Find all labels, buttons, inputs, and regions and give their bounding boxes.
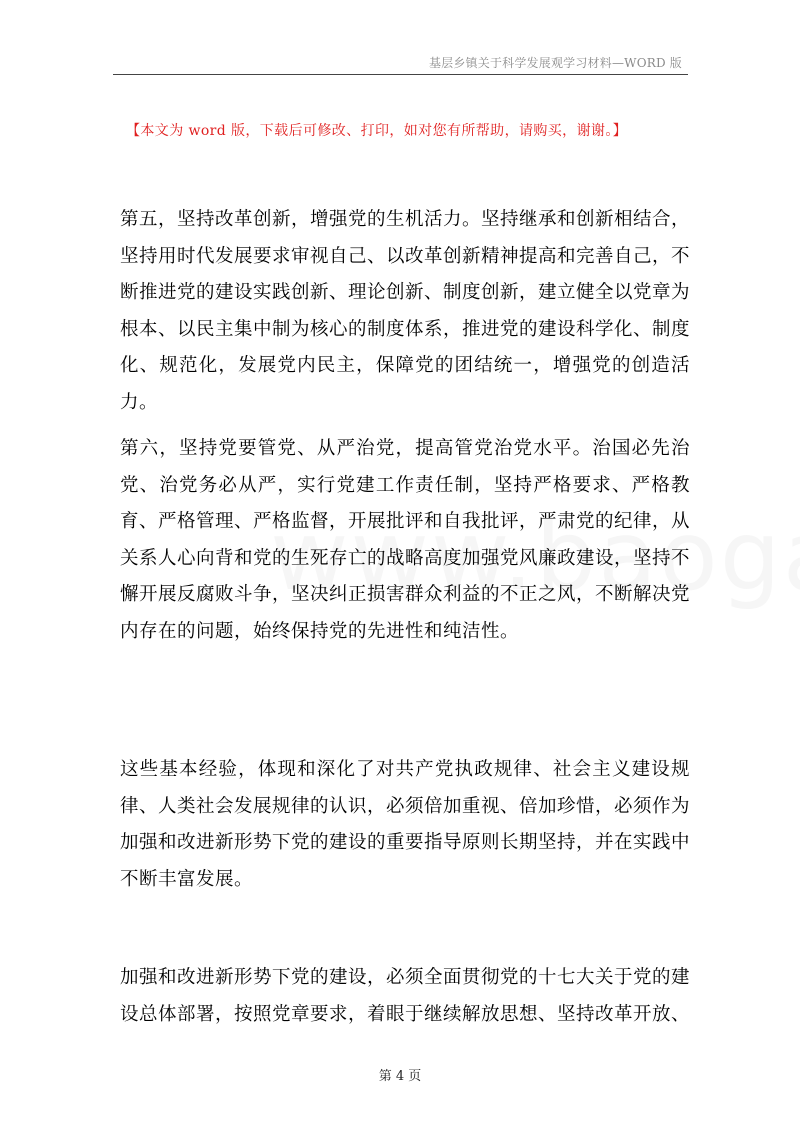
header-divider [113,74,688,75]
document-header-title: 基层乡镇关于科学发展观学习材料—WORD 版 [428,56,682,70]
page-number: 第 4 页 [378,1069,422,1084]
paragraph-sixth: 第六，坚持党要管党、从严治党，提高管党治党水平。治国必先治党、治党务必从严，实行党建工作责任制，坚持严格要求、严格教育、严格管理、严格监督，开展批评和自我批评，严肃党的纪律，从关系人心向背和党的生死存亡的战略高度加强党风廉政建设，坚持不懈开展反腐败斗争，坚决纠正损害群众利益的不正之风，不断解决党内存在的问题，始终保持党的先进性和纯洁性。 [120,438,691,642]
paragraph-fifth: 第五，坚持改革创新，增强党的生机活力。坚持继承和创新相结合，坚持用时代发展要求审视自己、以改革创新精神提高和完善自己，不断推进党的建设实践创新、理论创新、制度创新，建立健全以党章为根本、以民主集中制为核心的制度体系，推进党的建设科学化、制度化、规范化，发展党内民主，保障党的团结统一，增强党的创造活力。 [120,209,691,413]
paragraph-basic-experience: 这些基本经验，体现和深化了对共产党执政规律、社会主义建设规律、人类社会发展规律的认识，必须倍加重视、倍加珍惜，必须作为加强和改进新形势下党的建设的重要指导原则长期坚持，并在实践中不断丰富发展。 [120,759,691,890]
purchase-notice: 【本文为 word 版，下载后可修改、打印，如对您有所帮助，请购买，谢谢。】 [126,123,628,139]
paragraph-strengthen-improve: 加强和改进新形势下党的建设，必须全面贯彻党的十七大关于党的建设总体部署，按照党章要求，着眼于继续解放思想、坚持改革开放、 [120,967,691,1025]
